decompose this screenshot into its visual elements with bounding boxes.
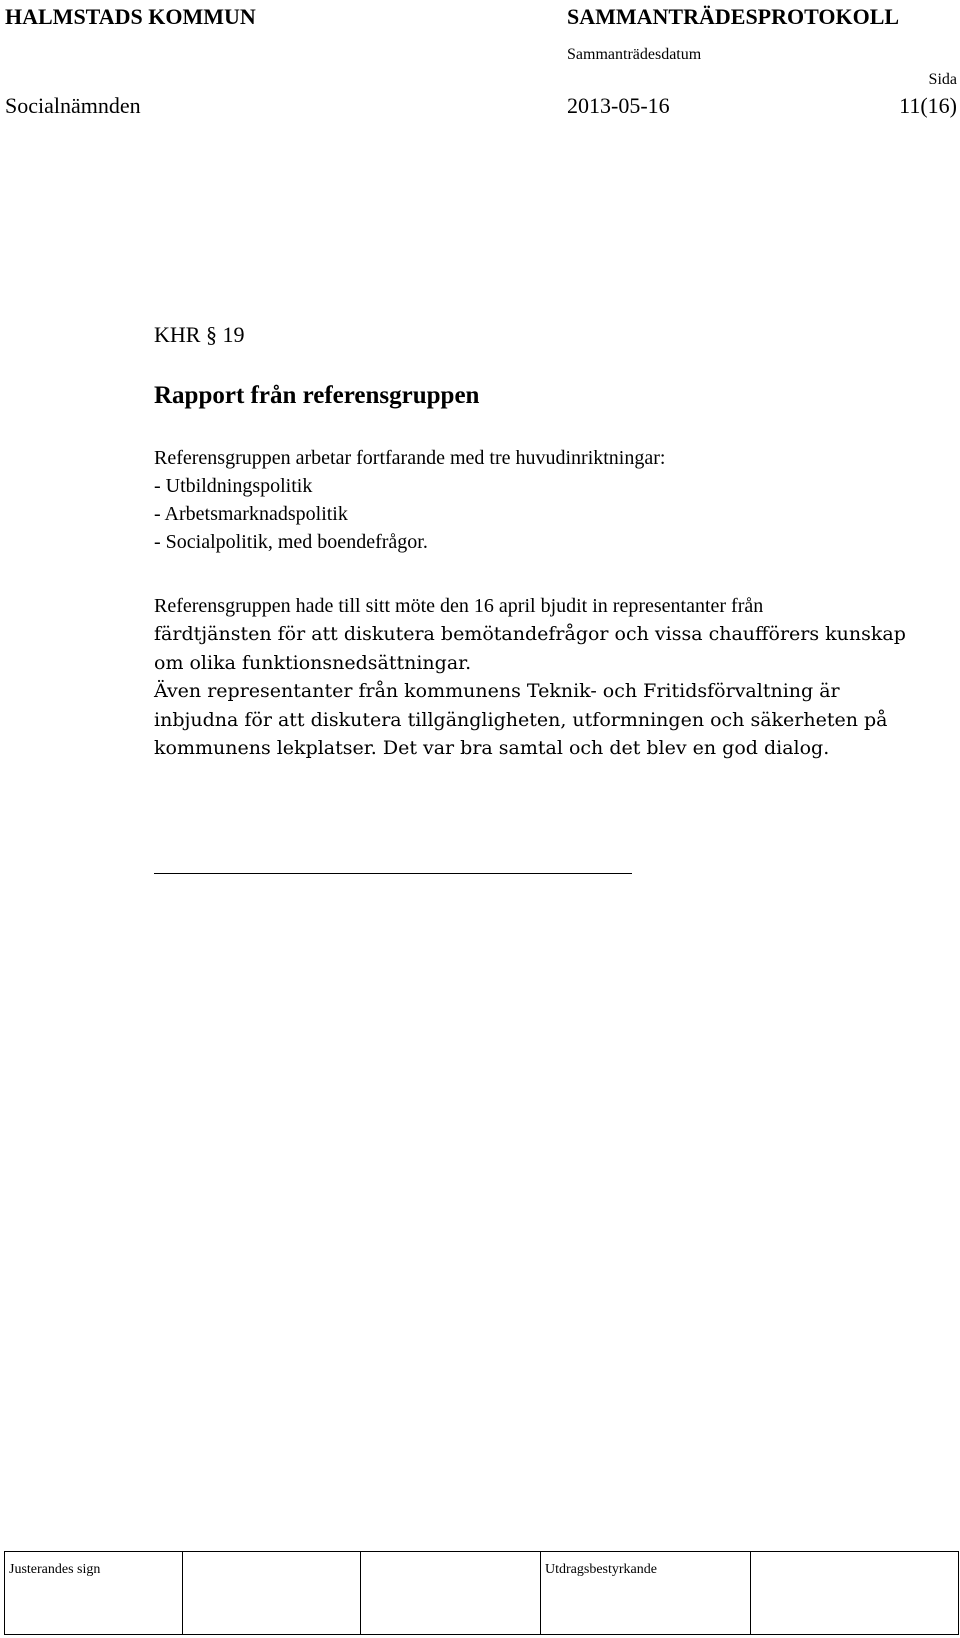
page-label: Sida: [928, 71, 957, 88]
paragraph-main-directions: [154, 444, 954, 556]
list-item: - Socialpolitik, med boendefrågor.: [154, 531, 428, 553]
paragraph-line: Referensgruppen hade till sitt möte den 16 april bjudit in representanter från: [154, 595, 764, 617]
paragraph-line: om olika funktionsnedsättningar.: [154, 651, 472, 674]
list-item: - Utbildningspolitik: [154, 475, 313, 497]
paragraph-line: Även representanter från kommunens Teknik- och Fritidsförvaltning är: [154, 680, 840, 702]
list-item: - Arbetsmarknadspolitik: [154, 503, 348, 525]
footer-cell-sign-2: [361, 1552, 541, 1634]
paragraph-line: Referensgruppen arbetar fortfarande med tre huvudinriktningar:: [154, 447, 666, 469]
page-number: 11(16): [899, 93, 957, 118]
footer-cell-justering: Justerandes sign: [5, 1552, 183, 1634]
date-label: Sammanträdesdatum: [567, 46, 702, 63]
section-code: KHR § 19: [154, 322, 245, 347]
meeting-date: 2013-05-16: [567, 93, 670, 118]
footer-cell-utdrag: Utdragsbestyrkande: [541, 1552, 751, 1634]
paragraph-line: färdtjänsten för att diskutera bemötandefrågor och vissa chaufförers kunskap: [154, 623, 906, 645]
footer-cell-sign-1: [183, 1552, 361, 1634]
signature-line: [154, 873, 632, 874]
footer-cell-utdrag-sign: [751, 1552, 958, 1634]
paragraph-line: kommunens lekplatser. Det var bra samtal och det blev en god dialog.: [154, 737, 830, 759]
paragraph-line: inbjudna för att diskutera tillgängligheten, utformningen och säkerheten på: [154, 708, 888, 731]
footer-signature-table: [4, 1551, 959, 1635]
committee-name: Socialnämnden: [5, 93, 141, 118]
section-title: Rapport från referensgruppen: [154, 382, 480, 409]
organization-name: HALMSTADS KOMMUN: [5, 4, 256, 29]
document-type: SAMMANTRÄDESPROTOKOLL: [567, 4, 900, 29]
paragraph-meeting-report: [154, 592, 954, 763]
